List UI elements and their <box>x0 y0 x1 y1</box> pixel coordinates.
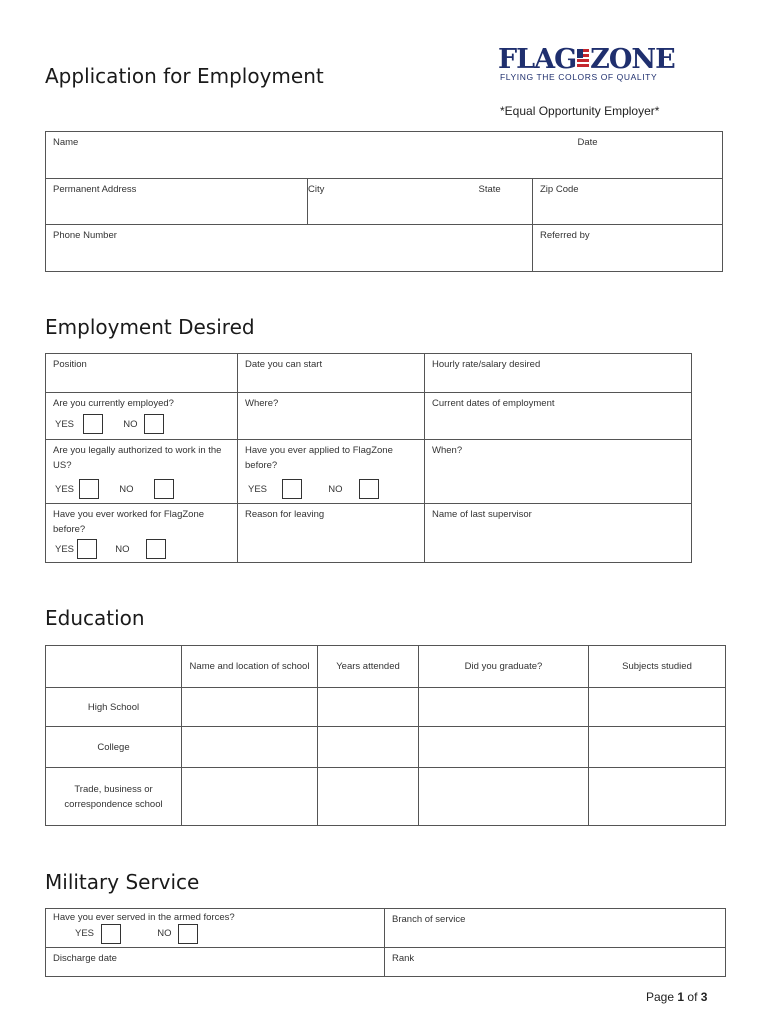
date-label: Date <box>577 137 598 148</box>
currently-employed-field <box>46 393 238 440</box>
trade-years-cell[interactable] <box>318 768 419 826</box>
phone-field[interactable] <box>46 225 533 272</box>
page-total: 3 <box>700 990 708 1004</box>
when-field[interactable] <box>425 440 692 504</box>
yes-label: YES <box>55 418 75 430</box>
rank-field[interactable] <box>385 948 726 977</box>
legally-authorized-no-checkbox[interactable] <box>154 479 174 499</box>
logo-text-right: ZONE <box>590 44 675 75</box>
salary-field[interactable] <box>425 354 692 393</box>
worked-before-label: Have you ever worked for FlagZone before? <box>53 509 205 535</box>
name-label: Name <box>53 137 79 148</box>
currently-employed-yes-checkbox[interactable] <box>83 414 103 434</box>
branch-label: Branch of service <box>392 914 466 925</box>
when-label: When? <box>432 445 463 456</box>
zip-field[interactable] <box>533 179 723 225</box>
education-heading: Education <box>45 606 145 630</box>
no-label: NO <box>119 483 134 495</box>
rank-label: Rank <box>392 953 415 964</box>
salary-label: Hourly rate/salary desired <box>432 359 541 370</box>
applied-before-field <box>238 440 425 504</box>
address-field[interactable] <box>46 179 308 225</box>
flagzone-logo <box>498 44 698 86</box>
yes-label: YES <box>55 543 75 555</box>
applied-before-no-checkbox[interactable] <box>359 479 379 499</box>
start-date-field[interactable] <box>238 354 425 393</box>
legally-authorized-yes-checkbox[interactable] <box>79 479 99 499</box>
row-high-school: High School <box>46 688 182 727</box>
served-field <box>46 909 385 948</box>
page-title: Application for Employment <box>45 64 324 88</box>
zip-label: Zip Code <box>540 184 579 195</box>
referred-by-label: Referred by <box>540 230 590 241</box>
no-label: NO <box>157 928 172 939</box>
where-label: Where? <box>245 398 279 409</box>
name-field[interactable] <box>46 132 723 179</box>
high-school-subjects-cell[interactable] <box>589 688 726 727</box>
current-dates-label: Current dates of employment <box>432 398 555 409</box>
applied-before-label: Have you ever applied to FlagZone before? <box>245 445 393 471</box>
legally-authorized-label: Are you legally authorized to work in the US? <box>53 445 222 471</box>
reason-leaving-field[interactable] <box>238 504 425 563</box>
phone-label: Phone Number <box>53 230 117 241</box>
row-trade: Trade, business or correspondence school <box>46 768 182 826</box>
logo-wordmark <box>498 44 675 75</box>
legally-authorized-field <box>46 440 238 504</box>
logo-tagline: FLYING THE COLORS OF QUALITY <box>500 72 658 82</box>
last-supervisor-label: Name of last supervisor <box>432 509 532 520</box>
college-years-cell[interactable] <box>318 727 419 768</box>
flag-icon <box>577 49 589 69</box>
currently-employed-label: Are you currently employed? <box>53 398 174 409</box>
page-number <box>646 990 707 1004</box>
high-school-years-cell[interactable] <box>318 688 419 727</box>
yes-label: YES <box>55 483 75 495</box>
military-heading: Military Service <box>45 870 200 894</box>
discharge-label: Discharge date <box>53 953 117 964</box>
no-label: NO <box>115 543 130 555</box>
discharge-field[interactable] <box>46 948 385 977</box>
col-name-location: Name and location of school <box>182 646 318 688</box>
worked-before-no-checkbox[interactable] <box>146 539 166 559</box>
reason-leaving-label: Reason for leaving <box>245 509 325 520</box>
personal-info-table <box>45 131 723 272</box>
yes-label: YES <box>248 483 268 495</box>
city-label: City <box>308 184 325 195</box>
branch-field[interactable] <box>385 909 726 948</box>
where-field[interactable] <box>238 393 425 440</box>
position-field[interactable] <box>46 354 238 393</box>
trade-name-cell[interactable] <box>182 768 318 826</box>
page-current: 1 <box>677 990 685 1004</box>
yes-label: YES <box>75 928 95 939</box>
current-dates-field[interactable] <box>425 393 692 440</box>
state-label: State <box>478 184 501 195</box>
no-label: NO <box>328 483 343 495</box>
col-graduate: Did you graduate? <box>419 646 589 688</box>
served-yes-checkbox[interactable] <box>101 924 121 944</box>
address-label: Permanent Address <box>53 184 137 195</box>
city-state-field[interactable] <box>308 179 533 225</box>
education-corner-cell <box>46 646 182 688</box>
college-subjects-cell[interactable] <box>589 727 726 768</box>
last-supervisor-field[interactable] <box>425 504 692 563</box>
start-date-label: Date you can start <box>245 359 323 370</box>
row-college: College <box>46 727 182 768</box>
high-school-name-cell[interactable] <box>182 688 318 727</box>
applied-before-yes-checkbox[interactable] <box>282 479 302 499</box>
employment-heading: Employment Desired <box>45 315 255 339</box>
no-label: NO <box>123 418 138 430</box>
worked-before-field <box>46 504 238 563</box>
served-no-checkbox[interactable] <box>178 924 198 944</box>
referred-by-field[interactable] <box>533 225 723 272</box>
trade-subjects-cell[interactable] <box>589 768 726 826</box>
served-label: Have you ever served in the armed forces? <box>53 912 235 923</box>
logo-text-left: FLAG <box>498 44 577 75</box>
employment-table <box>45 353 692 563</box>
worked-before-yes-checkbox[interactable] <box>77 539 97 559</box>
page-of: of <box>687 990 698 1004</box>
high-school-graduate-cell[interactable] <box>419 688 589 727</box>
education-table <box>45 645 726 826</box>
college-graduate-cell[interactable] <box>419 727 589 768</box>
military-table <box>45 908 726 977</box>
equal-opportunity-note: *Equal Opportunity Employer* <box>500 104 660 118</box>
currently-employed-no-checkbox[interactable] <box>144 414 164 434</box>
trade-graduate-cell[interactable] <box>419 768 589 826</box>
page-label: Page <box>646 990 675 1004</box>
position-label: Position <box>53 359 87 370</box>
college-name-cell[interactable] <box>182 727 318 768</box>
col-subjects: Subjects studied <box>589 646 726 688</box>
col-years: Years attended <box>318 646 419 688</box>
